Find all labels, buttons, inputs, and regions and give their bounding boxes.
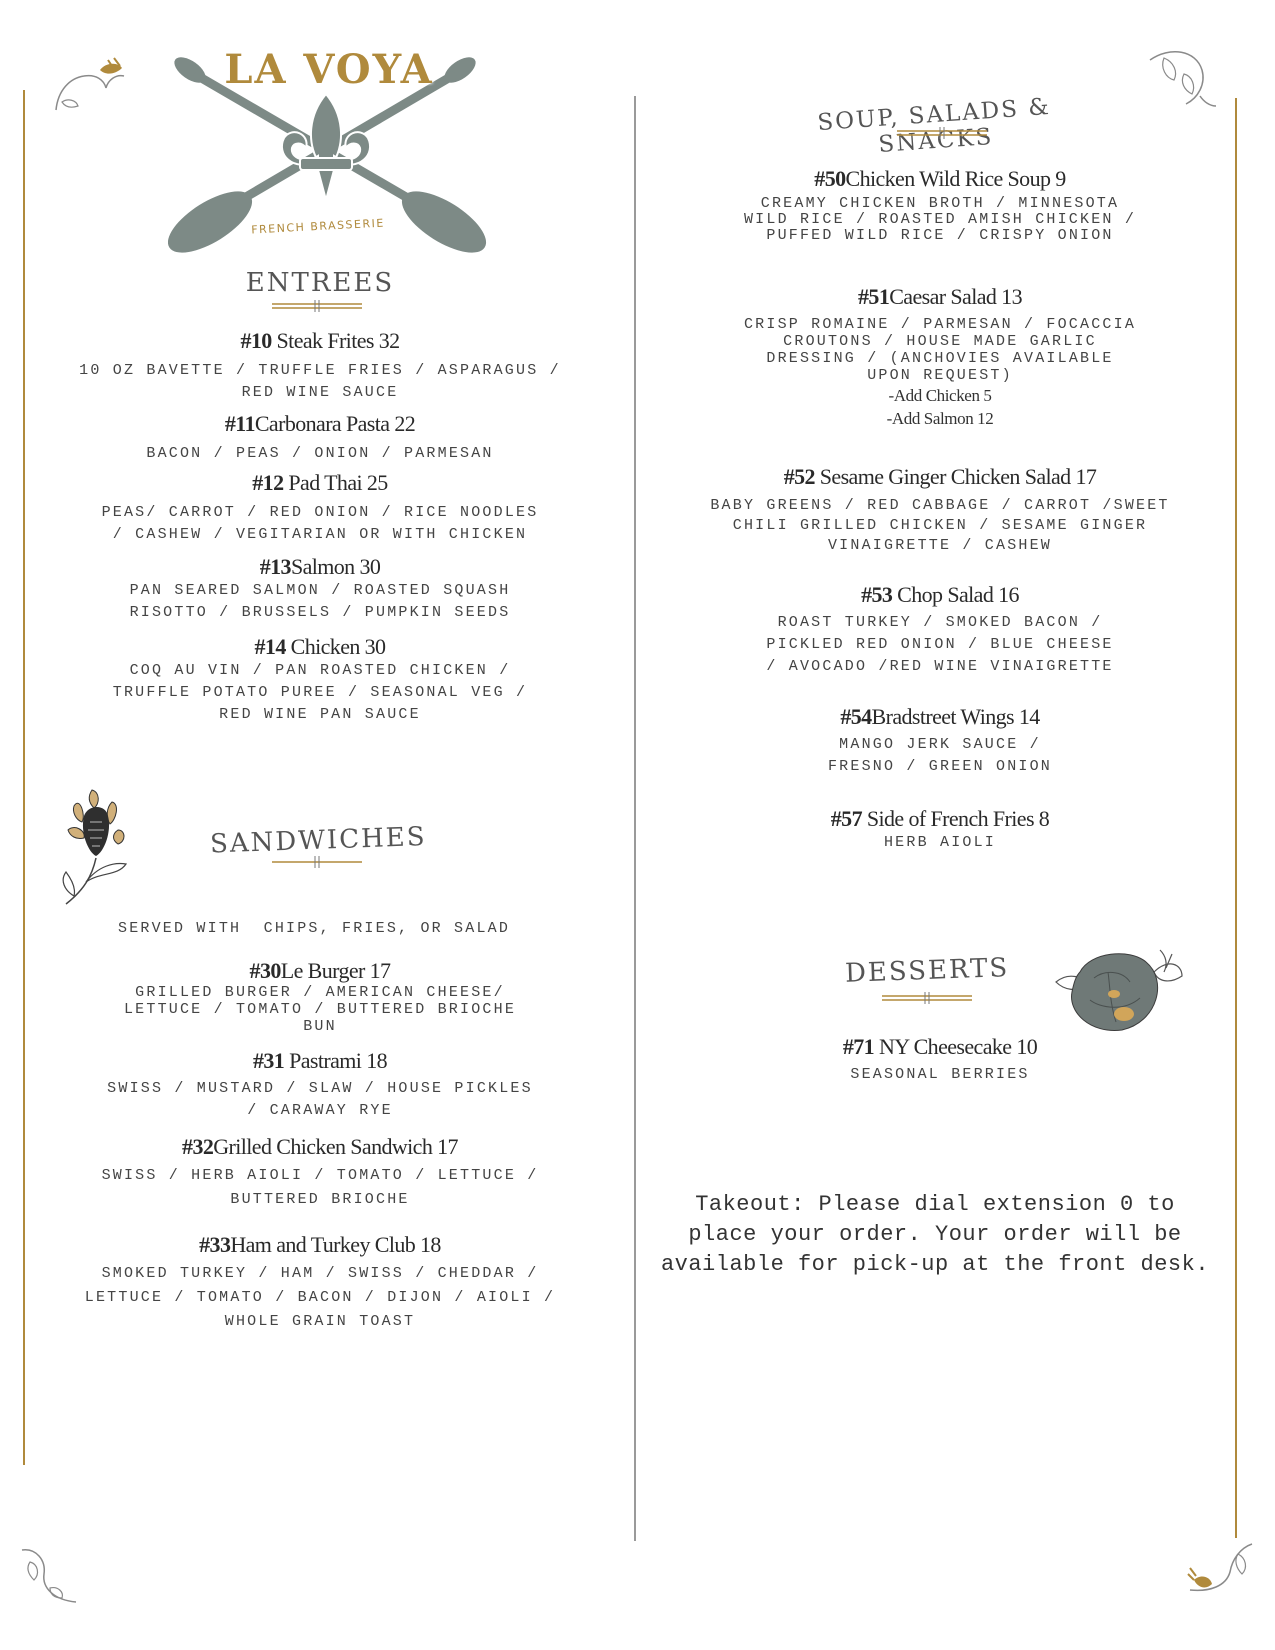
addon-option: -Add Salmon 12 (886, 409, 994, 428)
section-title-sandwiches: SANDWICHES (209, 821, 427, 860)
menu-item (60, 958, 580, 1035)
menu-item-description: SEASONAL BERRIES (850, 1066, 1030, 1083)
desserts-list (680, 0, 1200, 1100)
menu-item-description: PEAS/ CARROT / RED ONION / RICE NOODLES / CASHEW / VEGITARIAN OR WITH CHICKEN (101, 504, 539, 543)
menu-item-description: 10 OZ BAVETTE / TRUFFLE FRIES / ASPARAGUS / RED WINE SAUCE (79, 362, 561, 401)
menu-item-name: #71 NY Cheesecake 10 (842, 1034, 1038, 1059)
menu-item-name: #57 Side of French Fries 8 (830, 806, 1050, 831)
menu-item-description: CREAMY CHICKEN BROTH / MINNESOTA WILD RICE / ROASTED AMISH CHICKEN / PUFFED WILD RICE / CRISPY ONION (743, 195, 1137, 244)
brand-name: LA VOYA (224, 46, 434, 93)
menu-item-description: BACON / PEAS / ONION / PARMESAN (146, 445, 494, 462)
menu-item (680, 1034, 1200, 1086)
menu-item-description: MANGO JERK SAUCE / FRESNO / GREEN ONION (827, 736, 1053, 775)
menu-item-name: #12 Pad Thai 25 (252, 470, 388, 495)
menu-item-name: #10 Steak Frites 32 (240, 328, 400, 353)
section-title-soups: SOUP, SALADS & SNACKS (816, 93, 1052, 158)
menu-item-name: #13Salmon 30 (259, 554, 381, 579)
menu-item (60, 1048, 580, 1122)
menu-item-description: GRILLED BURGER / AMERICAN CHEESE/ LETTUCE / TOMATO / BUTTERED BRIOCHE BUN (123, 984, 517, 1035)
menu-item-name: #54Bradstreet Wings 14 (840, 704, 1040, 729)
addon-option: -Add Chicken 5 (888, 386, 992, 405)
menu-item-name: #32Grilled Chicken Sandwich 17 (182, 1134, 458, 1159)
menu-item-name: #51Caesar Salad 13 (858, 284, 1022, 309)
section-title-desserts: DESSERTS (844, 953, 1010, 989)
brand-tagline: FRENCH BRASSERIE (250, 216, 386, 237)
menu-item-description: COQ AU VIN / PAN ROASTED CHICKEN / TRUFFLE POTATO PUREE / SEASONAL VEG / RED WINE PAN SAUCE (112, 662, 528, 723)
menu-item-description: CRISP ROMAINE / PARMESAN / FOCACCIA CROUTONS / HOUSE MADE GARLIC DRESSING / (ANCHOVIES AVAILABLE UPON REQUEST) (743, 316, 1137, 384)
sandwiches-list (60, 0, 580, 1400)
menu-item-description: SWISS / MUSTARD / SLAW / HOUSE PICKLES / CARAWAY RYE (107, 1080, 533, 1119)
menu-item-name: #33Ham and Turkey Club 18 (199, 1232, 441, 1257)
menu-item-name: #30Le Burger 17 (249, 958, 391, 983)
menu-item-description: ROAST TURKEY / SMOKED BACON / PICKLED RED ONION / BLUE CHEESE / AVOCADO /RED WINE VINAIGRETTE (766, 614, 1114, 675)
menu-item-name: #31 Pastrami 18 (253, 1048, 387, 1073)
menu-item-description: SMOKED TURKEY / HAM / SWISS / CHEDDAR / LETTUCE / TOMATO / BACON / DIJON / AIOLI / WHOLE GRAIN TOAST (84, 1265, 556, 1330)
menu-item-description: SWISS / HERB AIOLI / TOMATO / LETTUCE / BUTTERED BRIOCHE (101, 1167, 539, 1208)
menu-item-name: #50Chicken Wild Rice Soup 9 (814, 166, 1066, 191)
menu-item (60, 1134, 580, 1212)
right-border-line (1235, 98, 1237, 1538)
menu-item-name: #52 Sesame Ginger Chicken Salad 17 (783, 464, 1097, 489)
takeout-note: Takeout: Please dial extension 0 to place your order. Your order will be available for pick-up at the front desk. (660, 1192, 1210, 1277)
corner-flourish-bottom-left-icon (16, 1540, 88, 1610)
menu-item-description: HERB AIOLI (883, 834, 996, 851)
menu-item-name: #11Carbonara Pasta 22 (224, 411, 416, 436)
menu-item-name: #53 Chop Salad 16 (861, 582, 1019, 607)
corner-flourish-bottom-right-icon (1180, 1534, 1260, 1606)
menu-item-description: PAN SEARED SALMON / ROASTED SQUASH RISOTTO / BRUSSELS / PUMPKIN SEEDS (129, 582, 511, 621)
menu-item-name: #14 Chicken 30 (254, 634, 386, 659)
left-border-line (23, 90, 25, 1465)
section-title-entrees: ENTREES (245, 268, 395, 298)
center-divider-line (634, 96, 636, 1541)
sandwiches-subtitle: SERVED WITH CHIPS, FRIES, OR SALAD (118, 920, 511, 937)
menu-item-description: BABY GREENS / RED CABBAGE / CARROT /SWEET CHILI GRILLED CHICKEN / SESAME GINGER VINAIGRETTE / CASHEW (710, 497, 1170, 554)
menu-item (60, 1232, 580, 1334)
